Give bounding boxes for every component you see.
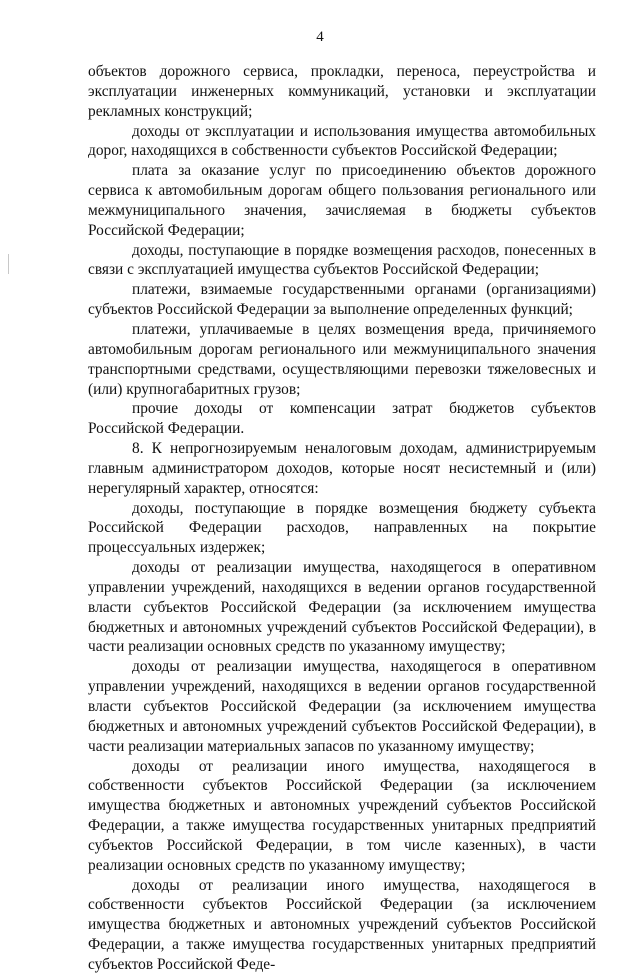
paragraph-procedural-costs: доходы, поступающие в порядке возмещения бюджету субъекта Российской Федерации расходов, направленных на покрытие процессуальных издержек; — [88, 499, 596, 557]
paragraph-road-property-income: доходы от эксплуатации и использования имущества автомобильных дорог, находящихся в собственности субъектов Российской Федерации; — [88, 122, 596, 160]
paragraph-fixed-assets-operational: доходы от реализации имущества, находящегося в оперативном управлении учреждений, находящихся в ведении органов государственной власти субъектов Российской Федерации (за исключением имущества бюджетных и автономных учреждений субъектов Российской Федерации), в части реализации основных средств по указанному имуществу; — [88, 559, 596, 656]
document-body — [88, 62, 596, 975]
paragraph-section-8: 8. К непрогнозируемым неналоговым доходам, администрируемым главным администратором доходов, которые носят несистемный и (или) нерегулярный характер, относятся: — [88, 440, 596, 497]
paragraph-damage-compensation: платежи, уплачиваемые в целях возмещения вреда, причиняемого автомобильным дорогам регионального или межмуниципального значения транспортными средствами, осуществляющими перевозки тяжеловесных и (или) крупногабаритных грузов; — [88, 320, 596, 398]
paragraph-other-property-fixed-assets: доходы от реализации иного имущества, находящегося в собственности субъектов Российской Федерации (за исключением имущества бюджетных и автономных учреждений субъектов Российской Федерации, а также имущества государственных унитарных предприятий субъектов Российской Федерации, в том числе казенных), в части реализации основных средств по указанному имуществу; — [88, 757, 596, 874]
paragraph-function-payments: платежи, взимаемые государственными органами (организациями) субъектов Российской Федерации за выполнение определенных функций; — [88, 281, 596, 319]
paragraph-road-service-objects: объектов дорожного сервиса, прокладки, переноса, переустройства и эксплуатации инженерных коммуникаций, установки и эксплуатации рекламных конструкций; — [88, 63, 596, 120]
paragraph-connection-services-fee: плата за оказание услуг по присоединению объектов дорожного сервиса к автомобильным дорогам общего пользования регионального или межмуниципального значения, зачисляемая в бюджеты субъектов Российской Федерации; — [88, 162, 596, 239]
paragraph-other-compensation-income: прочие доходы от компенсации затрат бюджетов субъектов Российской Федерации. — [88, 400, 596, 438]
paragraph-expense-compensation: доходы, поступающие в порядке возмещения расходов, понесенных в связи с эксплуатацией имущества субъектов Российской Федерации; — [88, 241, 596, 279]
page-number: 4 — [316, 29, 324, 45]
paragraph-material-stocks-operational: доходы от реализации имущества, находящегося в оперативном управлении учреждений, находящихся в ведении органов государственной власти субъектов Российской Федерации (за исключением имущества бюджетных и автономных учреждений субъектов Российской Федерации), в части реализации материальных запасов по указанному имуществу; — [88, 658, 596, 755]
margin-mark — [8, 254, 9, 274]
paragraph-other-property-continued: доходы от реализации иного имущества, находящегося в собственности субъектов Российской Федерации (за исключением имущества бюджетных и автономных учреждений субъектов Российской Федерации, а также имущества государственных унитарных предприятий субъектов Российской Феде- — [88, 876, 596, 973]
